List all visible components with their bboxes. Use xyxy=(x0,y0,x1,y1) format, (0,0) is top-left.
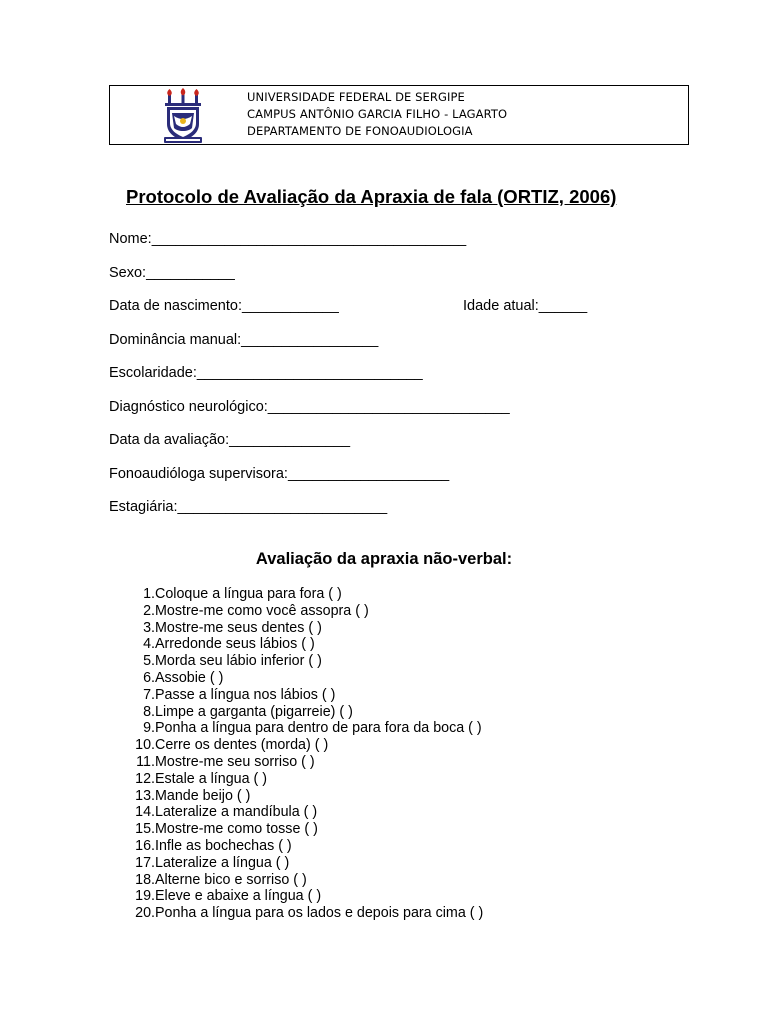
campus-name: CAMPUS ANTÔNIO GARCIA FILHO - LAGARTO xyxy=(247,107,508,121)
assessment-list xyxy=(109,586,483,922)
list-item xyxy=(109,771,483,788)
item-text: Infle as bochechas ( ) xyxy=(155,837,292,854)
item-text: Morda seu lábio inferior ( ) xyxy=(155,653,322,670)
field-escolaridade: Escolaridade:____________________________ xyxy=(109,365,423,381)
item-text: Eleve e abaixe a língua ( ) xyxy=(155,888,322,905)
item-number: 1. xyxy=(143,586,155,602)
list-item xyxy=(109,838,483,855)
item-number: 4. xyxy=(143,636,155,653)
list-item xyxy=(109,620,483,637)
list-item xyxy=(109,586,483,603)
list-item xyxy=(109,704,483,721)
item-text: Lateralize a mandíbula ( ) xyxy=(155,804,318,821)
item-number: 17. xyxy=(135,854,155,871)
list-item xyxy=(109,754,483,771)
item-number: 6. xyxy=(143,669,155,686)
section-title: Avaliação da apraxia não-verbal: xyxy=(255,550,513,568)
field-sexo: Sexo:___________ xyxy=(109,265,235,281)
list-item xyxy=(109,603,483,620)
field-data-nascimento: Data de nascimento:____________ xyxy=(109,298,339,314)
field-nome: Nome:_______________________________________ xyxy=(109,231,467,247)
list-item xyxy=(109,687,483,704)
item-number: 13. xyxy=(135,787,155,804)
field-fonoaudiologa: Fonoaudióloga supervisora:____________________ xyxy=(109,466,450,482)
item-text: Mostre-me como você assopra ( ) xyxy=(155,602,369,619)
item-text: Arredonde seus lábios ( ) xyxy=(155,636,315,653)
list-item xyxy=(109,888,483,905)
list-item xyxy=(109,636,483,653)
field-estagiaria: Estagiária:__________________________ xyxy=(109,499,388,515)
item-text: Coloque a língua para fora ( ) xyxy=(155,586,342,602)
university-crest-icon xyxy=(162,88,204,144)
item-text: Ponha a língua para os lados e depois para cima ( ) xyxy=(155,905,484,922)
list-item xyxy=(109,720,483,737)
list-item xyxy=(109,855,483,872)
list-item xyxy=(109,670,483,687)
item-number: 9. xyxy=(143,720,155,737)
list-item xyxy=(109,804,483,821)
item-number: 15. xyxy=(135,821,155,838)
item-number: 8. xyxy=(143,703,155,720)
item-text: Limpe a garganta (pigarreie) ( ) xyxy=(155,703,353,720)
list-item xyxy=(109,788,483,805)
department-name: DEPARTAMENTO DE FONOAUDIOLOGIA xyxy=(247,124,473,138)
item-number: 2. xyxy=(143,602,155,619)
item-text: Assobie ( ) xyxy=(155,669,224,686)
item-text: Mostre-me como tosse ( ) xyxy=(155,821,318,838)
item-text: Lateralize a língua ( ) xyxy=(155,854,290,871)
item-number: 10. xyxy=(135,737,155,754)
item-number: 11. xyxy=(136,753,155,770)
item-number: 5. xyxy=(143,653,155,670)
item-text: Cerre os dentes (morda) ( ) xyxy=(155,737,329,754)
item-number: 16. xyxy=(135,837,155,854)
item-number: 7. xyxy=(143,686,155,703)
list-item xyxy=(109,653,483,670)
item-text: Mostre-me seu sorriso ( ) xyxy=(155,753,315,770)
item-number: 12. xyxy=(135,770,155,787)
list-item xyxy=(109,821,483,838)
field-data-avaliacao: Data da avaliação:_______________ xyxy=(109,432,351,448)
item-number: 20. xyxy=(135,905,155,922)
item-text: Estale a língua ( ) xyxy=(155,770,268,787)
item-number: 3. xyxy=(143,619,155,636)
item-number: 19. xyxy=(135,888,155,905)
item-text: Passe a língua nos lábios ( ) xyxy=(155,686,336,703)
item-text: Alterne bico e sorriso ( ) xyxy=(155,871,307,888)
field-diagnostico: Diagnóstico neurológico:______________________________ xyxy=(109,399,510,415)
item-text: Ponha a língua para dentro de para fora da boca ( ) xyxy=(155,720,482,737)
item-number: 14. xyxy=(135,804,155,821)
list-item xyxy=(109,737,483,754)
university-name: UNIVERSIDADE FEDERAL DE SERGIPE xyxy=(247,90,465,104)
item-text: Mostre-me seus dentes ( ) xyxy=(155,619,322,636)
institution-header xyxy=(109,85,689,145)
list-item xyxy=(109,872,483,889)
item-number: 18. xyxy=(135,871,155,888)
field-idade-atual: Idade atual:______ xyxy=(463,298,588,314)
document-title: Protocolo de Avaliação da Apraxia de fala (ORTIZ, 2006) xyxy=(126,186,617,207)
list-item xyxy=(109,905,483,922)
item-text: Mande beijo ( ) xyxy=(155,787,251,804)
field-dominancia-manual: Dominância manual:_________________ xyxy=(109,332,379,348)
